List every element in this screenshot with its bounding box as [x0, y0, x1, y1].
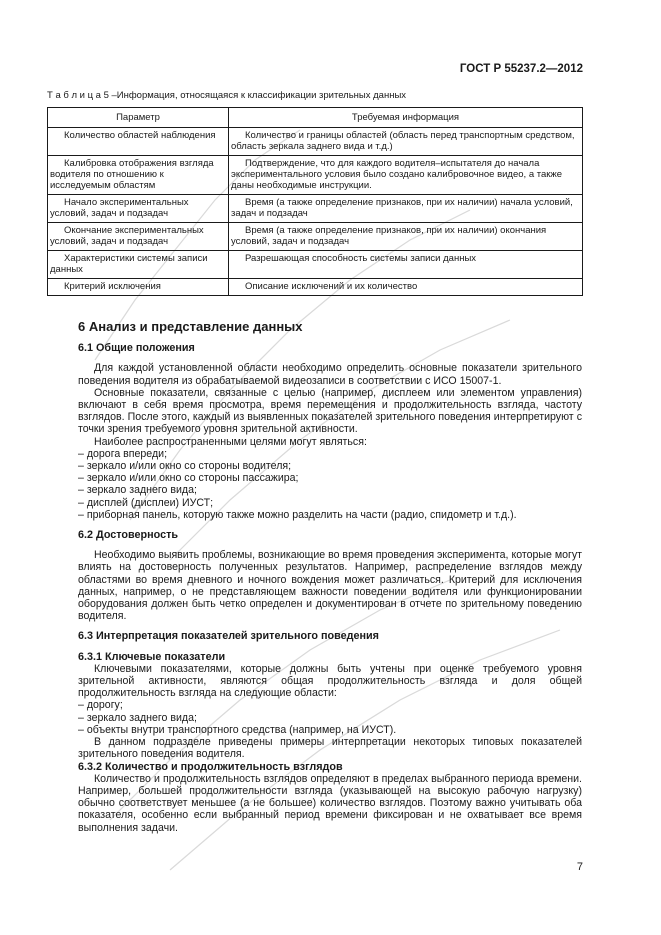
table-cell: Начало экспериментальных условий, задач и подзадач: [48, 195, 229, 223]
table-row: [48, 279, 583, 296]
paragraph: Основные показатели, связанные с целью (например, дисплеем или элементом управления) включают в себя время просмотра, время перемещения и продолжительность взгляда, частоту взглядов. После этого, каждый из выявленных показателей зрительного поведения интерпретируют с точки зрения требуемого уровня зрительной активности.: [78, 386, 582, 436]
paragraph: Ключевыми показателями, которые должны быть учтены при оценке требуемого уровня зрительной активности, являются общая продолжительность взгляда и доля общей продолжительность взгляда на следующие области:: [78, 662, 582, 700]
column-header-info: Требуемая информация: [229, 108, 583, 128]
paragraph: Наиболее распространенными целями могут являться:: [94, 435, 367, 448]
paragraph: Необходимо выявить проблемы, возникающие во время проведения эксперимента, которые могут влиять на достоверность полученных результатов. Например, распределение взглядов между областями во время дневного и ночного вождения может различаться. Критерий для исключения данных, например, о не представляющем важности поведении водителя или функционировании оборудования должен быть четко определен и документирован в отчете по зрительному поведению водителя.: [78, 549, 583, 623]
subsection-title: 6.1 Общие положения: [78, 342, 195, 355]
table-cell: Окончание экспериментальных условий, задач и подзадач: [48, 223, 229, 251]
main-content: [78, 321, 582, 834]
list-item: – дорога впереди;: [78, 447, 168, 460]
list-item: – зеркало и/или окно со стороны водителя;: [78, 460, 292, 473]
table-cell: Количество и границы областей (область перед транспортным средством, область зеркала заднего вида и т.д.): [229, 128, 583, 156]
table-row: [48, 195, 583, 223]
table-cell: Критерий исключения: [48, 279, 229, 296]
subsection-title: 6.2 Достоверность: [78, 529, 179, 542]
table-row: [48, 223, 583, 251]
list-item: – зеркало заднего вида;: [78, 711, 197, 724]
subsubsection-title: 6.3.2 Количество и продолжительность взглядов: [78, 760, 343, 773]
subsection-title: 6.3 Интерпретация показателей зрительного поведения: [78, 630, 379, 643]
document-code: ГОСТ Р 55237.2—2012: [459, 63, 583, 75]
list-item: – зеркало и/или окно со стороны пассажира;: [78, 472, 299, 485]
table-cell: Время (а также определение признаков, при их наличии) окончания условий, задач и подзадач: [229, 223, 583, 251]
table-cell: Время (а также определение признаков, при их наличии) начала условий, задач и подзадач: [229, 195, 583, 223]
table-caption: Т а б л и ц а 5 –Информация, относящаяся к классификации зрительных данных: [47, 90, 407, 101]
paragraph: В данном подразделе приведены примеры интерпретации некоторых типовых показателей зрительного поведения водителя.: [78, 736, 582, 761]
table-row: [48, 128, 583, 156]
table-cell: Разрешающая способность системы записи данных: [229, 251, 583, 279]
subsubsection-title: 6.3.1 Ключевые показатели: [78, 650, 226, 663]
list-item: – приборная панель, которую также можно разделить на части (радио, спидометр и т.д.).: [78, 508, 517, 521]
column-header-parameter: Параметр: [48, 108, 229, 128]
paragraph: Для каждой установленной области необходимо определить основные показатели зрительного поведения водителя из обрабатываемой видеозаписи в соответствии с ИСО 15007-1.: [78, 362, 582, 387]
table-cell: Характеристики системы записи данных: [48, 251, 229, 279]
table-cell: Описание исключений и их количество: [229, 279, 583, 296]
table-cell: Подтверждение, что для каждого водителя–испытателя до начала экспериментального условия было создано калибровочное видео, а также даны необходимые инструкции.: [229, 156, 583, 195]
list-item: – дисплей (дисплеи) ИУСТ;: [78, 496, 214, 509]
list-item: – объекты внутри транспортного средства (например, на ИУСТ).: [78, 723, 397, 736]
list-item: – дорогу;: [78, 699, 123, 712]
table-row: [48, 156, 583, 195]
paragraph: Количество и продолжительность взглядов определяют в пределах выбранного периода времени. Например, большей продолжительности взгляда (указывающей на высокую рабочую нагрузку) обычно соответствует меньшее (а не большее) количество взглядов. Поэтому важно учитывать оба показателя, особенно если выбранный период времени фиксирован и не охватывает все время выполнения задачи.: [78, 772, 582, 834]
section-title: 6 Анализ и представление данных: [78, 319, 303, 334]
table-cell: Количество областей наблюдения: [48, 128, 229, 156]
table-cell: Калибровка отображения взгляда водителя по отношению к исследуемым областям: [48, 156, 229, 195]
table-row: [48, 251, 583, 279]
table-header-row: [48, 108, 583, 128]
page-number: 7: [576, 861, 583, 873]
list-item: – зеркало заднего вида;: [78, 484, 197, 497]
classification-table: [47, 107, 583, 296]
